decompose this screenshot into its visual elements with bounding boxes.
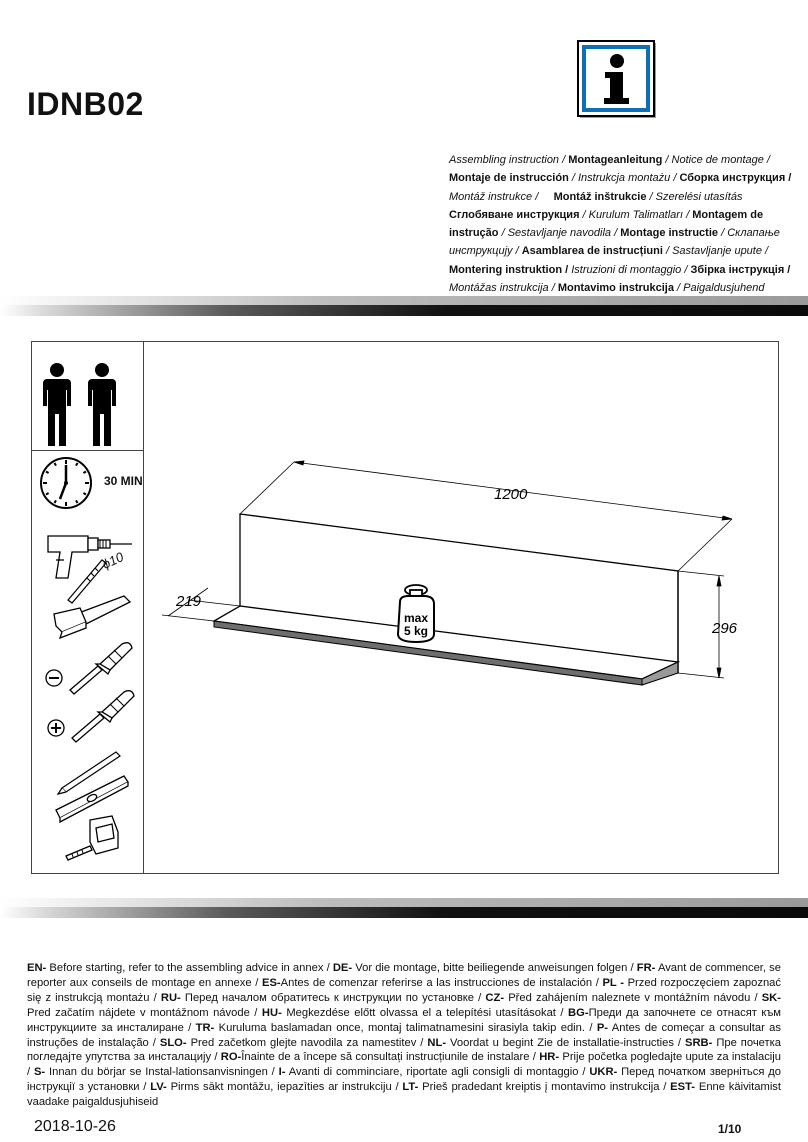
language-notice: Kuruluma baslamadan once, montaj talimatnamesini sirasiyla takip edin. /: [214, 1021, 597, 1034]
language-title-part: Montage instructie: [620, 227, 719, 240]
language-title-part: /: [763, 154, 770, 166]
language-code: DE-: [332, 962, 353, 974]
language-title-part: /: [673, 282, 684, 295]
width-label: 1200: [494, 486, 528, 503]
language-code: PL -: [602, 976, 624, 989]
language-notice: Avant de commencer, se reporter aux conseils de montage en annexe /: [27, 962, 781, 989]
language-code: UKR-: [589, 1066, 618, 1079]
language-notice: Megkezdése előtt olvassa el a telepítési utasításokat /: [281, 1006, 569, 1019]
language-title-part: Сглобяване инструкция: [449, 208, 580, 221]
language-notice: Înainte de a începe să consultați instrucțiunile de instalare /: [241, 1051, 540, 1064]
language-title-part: Paigaldusjuhend: [683, 282, 765, 295]
language-title-part: Montavimo instrukcija: [557, 282, 674, 295]
language-title-part: /: [683, 208, 693, 221]
language-code: SRB-: [685, 1036, 713, 1049]
language-notice: Pred začetkom glejte navodila za namestitev /: [186, 1036, 428, 1049]
language-code: S-: [33, 1066, 46, 1079]
language-code: P-: [596, 1021, 609, 1034]
language-notice: Преди да започнете се отнасят към инструкциите за инсталиране /: [27, 1006, 781, 1034]
language-title-part: Montagem de: [692, 208, 764, 221]
language-title-block: [449, 151, 799, 297]
two-persons-icon: [40, 362, 124, 448]
document-date: 2018-10-26: [34, 1118, 116, 1135]
language-notice: Vor die montage, bitte beiliegende anweisungen folgen /: [352, 962, 637, 974]
language-title-part: /: [670, 172, 680, 185]
language-title-part: /: [512, 245, 522, 258]
weight-line-2: 5 kg: [403, 624, 429, 638]
language-title-part: Збірка інструкція: [690, 263, 785, 276]
footer-stripe: [0, 907, 808, 918]
page-number: 1/10: [718, 1122, 742, 1136]
language-notice: Przed rozpoczęciem zapoznać się z instrukcją montażu /: [27, 976, 781, 1004]
language-notice: Prije početka pogledajte upute za instalaciju /: [27, 1051, 781, 1079]
language-notice: Пре почетка погледајте упутства за инсталацију /: [27, 1036, 782, 1064]
footer-stripe-shade: [0, 898, 808, 907]
language-title-part: /: [784, 263, 791, 276]
header-stripe: [0, 305, 808, 316]
language-notice: Před zahájením naleznete v montážním návodu /: [504, 991, 762, 1004]
language-title-part: Montaje de instrucción: [449, 172, 569, 185]
hammer-icon: [50, 592, 132, 644]
language-title-part: Kurulum Talimatları: [588, 208, 684, 221]
language-title-part: Sastavljanje upute: [672, 245, 762, 258]
language-code: SLO-: [159, 1036, 187, 1049]
language-title-part: /: [568, 172, 578, 185]
language-title-part: Szerelési utasítás: [655, 190, 743, 203]
language-title-part: Montageanleitung: [568, 154, 663, 166]
height-label: 296: [712, 620, 738, 637]
language-code: RO-: [220, 1051, 242, 1064]
language-title-part: /: [548, 282, 558, 295]
language-title-part: Instrukcja montażu: [577, 172, 671, 185]
language-code: HR-: [539, 1051, 560, 1064]
language-notice: Перед початком зверніться до інструкції з установки /: [27, 1066, 781, 1094]
language-notice: Pirms sākt montāžu, iepazīties ar instrukciju /: [166, 1081, 403, 1094]
language-notice: Innan du börjar se Instal-lationsanvisningen /: [45, 1066, 279, 1079]
depth-label: 219: [176, 593, 202, 610]
language-code: BG-: [568, 1006, 589, 1019]
weight-line-1: max: [403, 611, 429, 625]
language-title-part: Istruzioni di montaggio: [571, 263, 682, 276]
multilingual-notice: [27, 961, 781, 1110]
drill-bit-size: ϕ10: [99, 549, 126, 572]
language-code: FR-: [636, 962, 656, 974]
language-notice: Antes de comenzar referirse a las instrucciones de instalación /: [280, 976, 603, 989]
language-title-part: /: [498, 227, 508, 240]
language-code: HU-: [261, 1006, 282, 1019]
language-title-part: /: [662, 245, 673, 258]
language-code: LV-: [150, 1081, 167, 1094]
language-title-part: Sestavljanje navodila: [507, 227, 612, 240]
language-notice: Pred začatím nájdete v montážnom návode /: [27, 1006, 262, 1019]
language-notice: Before starting, refer to the assembling advice in annex /: [46, 962, 333, 974]
language-title-part: Montering instruktion: [449, 263, 563, 276]
info-i-icon: [577, 40, 659, 120]
language-title-part: /: [559, 154, 569, 166]
language-title-part: Montáž instrukce: [449, 190, 533, 203]
language-title-part: Сборка инструкция: [679, 172, 786, 185]
language-title-part: /: [662, 154, 672, 166]
language-code: RU-: [160, 991, 181, 1004]
language-title-part: /: [579, 208, 589, 221]
language-title-part: /: [562, 263, 572, 276]
language-title-part: /: [761, 245, 769, 258]
language-title-part: /: [681, 263, 691, 276]
language-code: LT-: [402, 1081, 419, 1094]
language-title-part: Asamblarea de instrucțiuni: [521, 245, 663, 258]
shelf-drawing: [144, 342, 778, 873]
language-title-part: Montáž inštrukcie: [553, 190, 647, 203]
language-code: EST-: [670, 1081, 696, 1094]
language-notice: Avanti di comminciare, riportate agli consigli di montaggio /: [285, 1066, 590, 1079]
language-title-part: Склапање: [727, 227, 780, 240]
language-title-part: /: [611, 227, 621, 240]
language-code: SK-: [761, 991, 781, 1004]
language-title-part: Notice de montage: [671, 154, 764, 166]
clock-icon: [38, 455, 94, 511]
language-title-part: /: [785, 172, 792, 185]
phillips-screwdriver-icon: [44, 686, 140, 744]
language-code: I-: [278, 1066, 286, 1079]
header-stripe-shade: [0, 296, 808, 305]
language-notice: Voordat u begint Zie de installatie-instructies /: [446, 1036, 685, 1049]
language-notice: Перед началом обратитесь к инструкции по установке /: [180, 991, 486, 1004]
language-notice: Prieš pradedant kreiptis į montavimo instrukcija /: [418, 1081, 671, 1094]
tape-measure-icon: [62, 812, 128, 864]
language-title-part: Montážas instrukcija: [449, 282, 549, 295]
language-title-part: Assembling instruction: [449, 154, 560, 166]
language-code: TR-: [195, 1021, 215, 1034]
language-code: EN-: [27, 962, 47, 974]
language-title-part: /: [646, 190, 656, 203]
language-code: CZ-: [485, 991, 505, 1004]
language-notice: Enne käivitamist vaadake paigaldusjuhiseid: [27, 1081, 782, 1109]
language-code: ES-: [261, 976, 281, 989]
language-notice: Antes de começar a consultar as instruções de instalação /: [27, 1021, 781, 1049]
model-code: IDNB02: [27, 86, 144, 122]
language-code: NL-: [427, 1036, 447, 1049]
assembly-time: 30 MIN: [104, 474, 143, 488]
language-title-part: инструкцију: [449, 245, 513, 258]
language-title-part: instrução: [449, 227, 499, 240]
language-title-part: /: [718, 227, 728, 240]
language-title-part: /: [532, 190, 554, 203]
